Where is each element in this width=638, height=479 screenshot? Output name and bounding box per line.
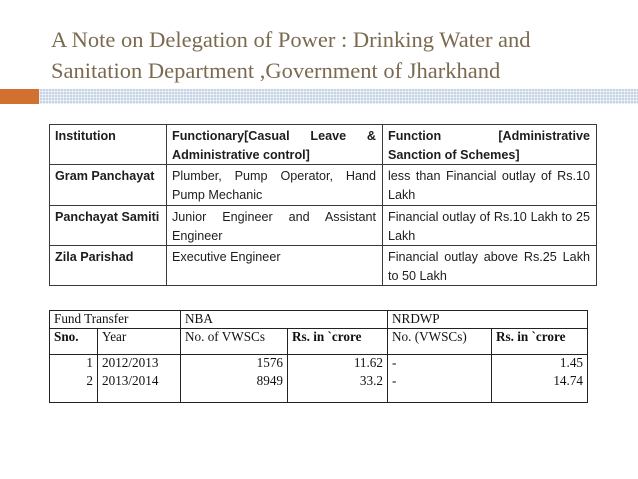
delegation-row (50, 165, 596, 206)
pattern-bar (39, 89, 638, 104)
function-cell: less than Financial outlay of Rs.10 Lakh (388, 169, 590, 202)
col-nrdwp-vwscs: No. (VWSCs) (388, 329, 492, 355)
fund-row (50, 373, 588, 403)
col-year: Year (98, 329, 181, 355)
slide-title-line-1: A Note on Delegation of Power : Drinking Water and (51, 27, 531, 52)
cell-nba-rs: 33.2 (288, 373, 388, 403)
cell-nba-rs: 11.62 (288, 355, 388, 373)
col-sno: Sno. (50, 329, 98, 355)
accent-bar (0, 89, 39, 104)
function-cell: Financial outlay of Rs.10 Lakh to 25 Lakh (388, 210, 590, 243)
group-nrdwp: NRDWP (388, 311, 588, 329)
col-nba-vwscs: No. of VWSCs (181, 329, 288, 355)
cell-nrdwp-vwscs: - (388, 373, 492, 403)
slide-title (51, 24, 621, 86)
header-functionary: Functionary[Casual Leave & Administrative control] (167, 125, 383, 165)
group-fund-transfer: Fund Transfer (50, 311, 181, 329)
function-cell: Financial outlay above Rs.25 Lakh to 50 Lakh (388, 250, 590, 283)
cell-sno: 1 (50, 355, 98, 373)
cell-year: 2013/2014 (98, 373, 181, 403)
institution-cell: Zila Parishad (50, 246, 167, 285)
institution-cell: Panchayat Samiti (50, 206, 167, 246)
group-nba: NBA (181, 311, 388, 329)
fund-row (50, 355, 588, 373)
cell-nrdwp-vwscs: - (388, 355, 492, 373)
cell-nrdwp-rs: 1.45 (492, 355, 588, 373)
cell-year: 2012/2013 (98, 355, 181, 373)
fund-group-header-row (50, 311, 588, 329)
cell-sno: 2 (50, 373, 98, 403)
fund-column-header-row (50, 329, 588, 355)
col-nrdwp-rs: Rs. in `crore (492, 329, 588, 355)
cell-nrdwp-rs: 14.74 (492, 373, 588, 403)
col-nba-rs: Rs. in `crore (288, 329, 388, 355)
functionary-cell: Plumber, Pump Operator, Hand Pump Mechanic (167, 165, 383, 206)
delegation-row (50, 246, 596, 285)
fund-transfer-table (49, 310, 588, 403)
header-institution: Institution (50, 125, 167, 165)
delegation-table (49, 124, 597, 286)
institution-cell: Gram Panchayat (50, 165, 167, 206)
delegation-header-row (50, 125, 596, 165)
slide-title-line-2: Sanitation Department ,Government of Jharkhand (51, 58, 501, 83)
cell-nba-vwscs: 8949 (181, 373, 288, 403)
functionary-cell: Executive Engineer (167, 246, 383, 285)
delegation-row (50, 206, 596, 246)
functionary-cell: Junior Engineer and Assistant Engineer (167, 206, 383, 246)
cell-nba-vwscs: 1576 (181, 355, 288, 373)
header-function: Function [Administrative Sanction of Schemes] (388, 129, 590, 162)
